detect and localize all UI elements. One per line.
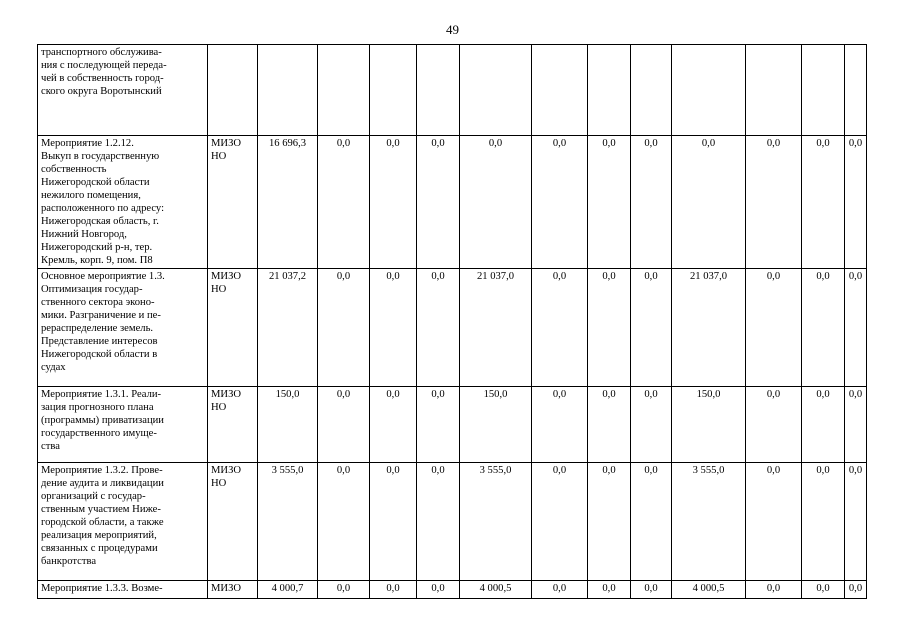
table-row: [38, 136, 867, 269]
activity-name-line: Нижегородский р-н, тер.: [41, 242, 153, 253]
value-cell: 0,0: [417, 581, 460, 599]
activity-name-line: Выкуп в государственную: [41, 151, 160, 162]
value-cell: 0,0: [417, 387, 460, 463]
executor-cell: [208, 269, 258, 387]
executor-line: НО: [211, 151, 227, 162]
activity-name-line: Кремль, корп. 9, пом. П8: [41, 255, 153, 266]
activity-name-line: Мероприятие 1.2.12.: [41, 138, 134, 149]
value-cell: 0,0: [318, 387, 370, 463]
value-cell: 0,0: [845, 269, 867, 387]
value-cell: 0,0: [672, 136, 746, 269]
table-row: [38, 581, 867, 599]
value-cell: 150,0: [258, 387, 318, 463]
table-body: [38, 45, 867, 599]
value-cell: 150,0: [672, 387, 746, 463]
value-cell: 0,0: [318, 269, 370, 387]
activity-name-line: транспортного обслужива-: [41, 47, 162, 58]
value-cell: 0,0: [588, 136, 631, 269]
value-cell: 0,0: [802, 387, 845, 463]
executor-line: МИЗО: [211, 583, 242, 594]
value-cell: 0,0: [370, 387, 417, 463]
value-cell: 0,0: [802, 136, 845, 269]
value-cell: 0,0: [588, 269, 631, 387]
value-cell: [802, 45, 845, 136]
value-cell: [370, 45, 417, 136]
value-cell: 0,0: [318, 463, 370, 581]
value-cell: 4 000,7: [258, 581, 318, 599]
value-cell: 0,0: [588, 581, 631, 599]
activity-name-line: Мероприятие 1.3.1. Реали-: [41, 389, 162, 400]
value-cell: 0,0: [370, 269, 417, 387]
value-cell: 0,0: [532, 136, 588, 269]
value-cell: [672, 45, 746, 136]
activity-name-line: реализация мероприятий,: [41, 530, 157, 541]
value-cell: 4 000,5: [672, 581, 746, 599]
value-cell: 0,0: [532, 581, 588, 599]
activity-name-line: ства: [41, 441, 60, 452]
activity-name-line: (программы) приватизации: [41, 415, 164, 426]
activity-name-line: ского округа Воротынский: [41, 86, 162, 97]
activity-name-line: Основное мероприятие 1.3.: [41, 271, 165, 282]
value-cell: 0,0: [417, 463, 460, 581]
activity-name-line: судах: [41, 362, 66, 373]
value-cell: 0,0: [417, 269, 460, 387]
executor-cell: [208, 136, 258, 269]
value-cell: [845, 45, 867, 136]
activity-name-cell: [38, 269, 208, 387]
activity-name-cell: [38, 581, 208, 599]
executor-cell: [208, 463, 258, 581]
value-cell: 0,0: [631, 136, 672, 269]
value-cell: 0,0: [845, 136, 867, 269]
value-cell: 0,0: [318, 136, 370, 269]
value-cell: 0,0: [802, 581, 845, 599]
executor-cell: [208, 581, 258, 599]
value-cell: 0,0: [845, 387, 867, 463]
value-cell: 0,0: [417, 136, 460, 269]
executor-line: НО: [211, 284, 227, 295]
activity-name-line: Оптимизация государ-: [41, 284, 143, 295]
activity-name-line: рераспределение земель.: [41, 323, 154, 334]
value-cell: 0,0: [746, 269, 802, 387]
activity-name-line: ственным участием Ниже-: [41, 504, 161, 515]
value-cell: [318, 45, 370, 136]
value-cell: [588, 45, 631, 136]
activity-name-line: собственность: [41, 164, 107, 175]
value-cell: [460, 45, 532, 136]
value-cell: 0,0: [318, 581, 370, 599]
value-cell: 21 037,2: [258, 269, 318, 387]
activity-name-line: ния с последующей переда-: [41, 60, 167, 71]
value-cell: 0,0: [631, 387, 672, 463]
value-cell: 0,0: [631, 581, 672, 599]
activity-name-line: городской области, а также: [41, 517, 164, 528]
value-cell: 21 037,0: [672, 269, 746, 387]
executor-cell: [208, 45, 258, 136]
executor-line: НО: [211, 402, 227, 413]
value-cell: 0,0: [746, 136, 802, 269]
activity-name-cell: [38, 463, 208, 581]
executor-line: НО: [211, 478, 227, 489]
budget-table: [37, 44, 867, 599]
table-row: [38, 269, 867, 387]
activity-name-line: Нижний Новгород,: [41, 229, 127, 240]
activity-name-line: Нижегородская область, г.: [41, 216, 159, 227]
activity-name-line: Мероприятие 1.3.2. Прове-: [41, 465, 163, 476]
executor-line: МИЗО: [211, 138, 242, 149]
activity-name-line: Нижегородской области: [41, 177, 150, 188]
value-cell: [631, 45, 672, 136]
value-cell: [532, 45, 588, 136]
activity-name-line: ственного сектора эконо-: [41, 297, 155, 308]
activity-name-line: чей в собственность город-: [41, 73, 164, 84]
value-cell: 0,0: [588, 387, 631, 463]
value-cell: 150,0: [460, 387, 532, 463]
value-cell: 0,0: [631, 269, 672, 387]
activity-name-line: дение аудита и ликвидации: [41, 478, 164, 489]
executor-line: МИЗО: [211, 389, 242, 400]
activity-name-line: Представление интересов: [41, 336, 158, 347]
activity-name-line: государственного имуще-: [41, 428, 157, 439]
value-cell: 0,0: [532, 387, 588, 463]
activity-name-line: банкротства: [41, 556, 97, 567]
activity-name-cell: [38, 45, 208, 136]
value-cell: 4 000,5: [460, 581, 532, 599]
activity-name-line: связанных с процедурами: [41, 543, 158, 554]
value-cell: 3 555,0: [258, 463, 318, 581]
activity-name-line: мики. Разграничение и пе-: [41, 310, 161, 321]
value-cell: 0,0: [370, 581, 417, 599]
table-row: [38, 45, 867, 136]
value-cell: 0,0: [845, 581, 867, 599]
value-cell: 0,0: [532, 463, 588, 581]
value-cell: 0,0: [746, 387, 802, 463]
value-cell: [746, 45, 802, 136]
value-cell: 0,0: [460, 136, 532, 269]
page-number: 49: [446, 22, 459, 37]
activity-name-cell: [38, 387, 208, 463]
value-cell: 0,0: [532, 269, 588, 387]
activity-name-line: Нижегородской области в: [41, 349, 158, 360]
activity-name-cell: [38, 136, 208, 269]
value-cell: 0,0: [746, 463, 802, 581]
executor-line: МИЗО: [211, 271, 242, 282]
activity-name-line: организаций с государ-: [41, 491, 146, 502]
activity-name-line: расположенного по адресу:: [41, 203, 165, 214]
value-cell: 0,0: [746, 581, 802, 599]
value-cell: 0,0: [845, 463, 867, 581]
value-cell: [258, 45, 318, 136]
value-cell: 21 037,0: [460, 269, 532, 387]
executor-line: МИЗО: [211, 465, 242, 476]
value-cell: 0,0: [370, 136, 417, 269]
activity-name-line: нежилого помещения,: [41, 190, 141, 201]
value-cell: [417, 45, 460, 136]
value-cell: 16 696,3: [258, 136, 318, 269]
activity-name-line: зация прогнозного плана: [41, 402, 154, 413]
table-row: [38, 387, 867, 463]
value-cell: 0,0: [370, 463, 417, 581]
value-cell: 0,0: [588, 463, 631, 581]
value-cell: 3 555,0: [460, 463, 532, 581]
value-cell: 0,0: [802, 463, 845, 581]
value-cell: 0,0: [631, 463, 672, 581]
value-cell: 3 555,0: [672, 463, 746, 581]
table-row: [38, 463, 867, 581]
activity-name-line: Мероприятие 1.3.3. Возме-: [41, 583, 163, 594]
value-cell: 0,0: [802, 269, 845, 387]
executor-cell: [208, 387, 258, 463]
